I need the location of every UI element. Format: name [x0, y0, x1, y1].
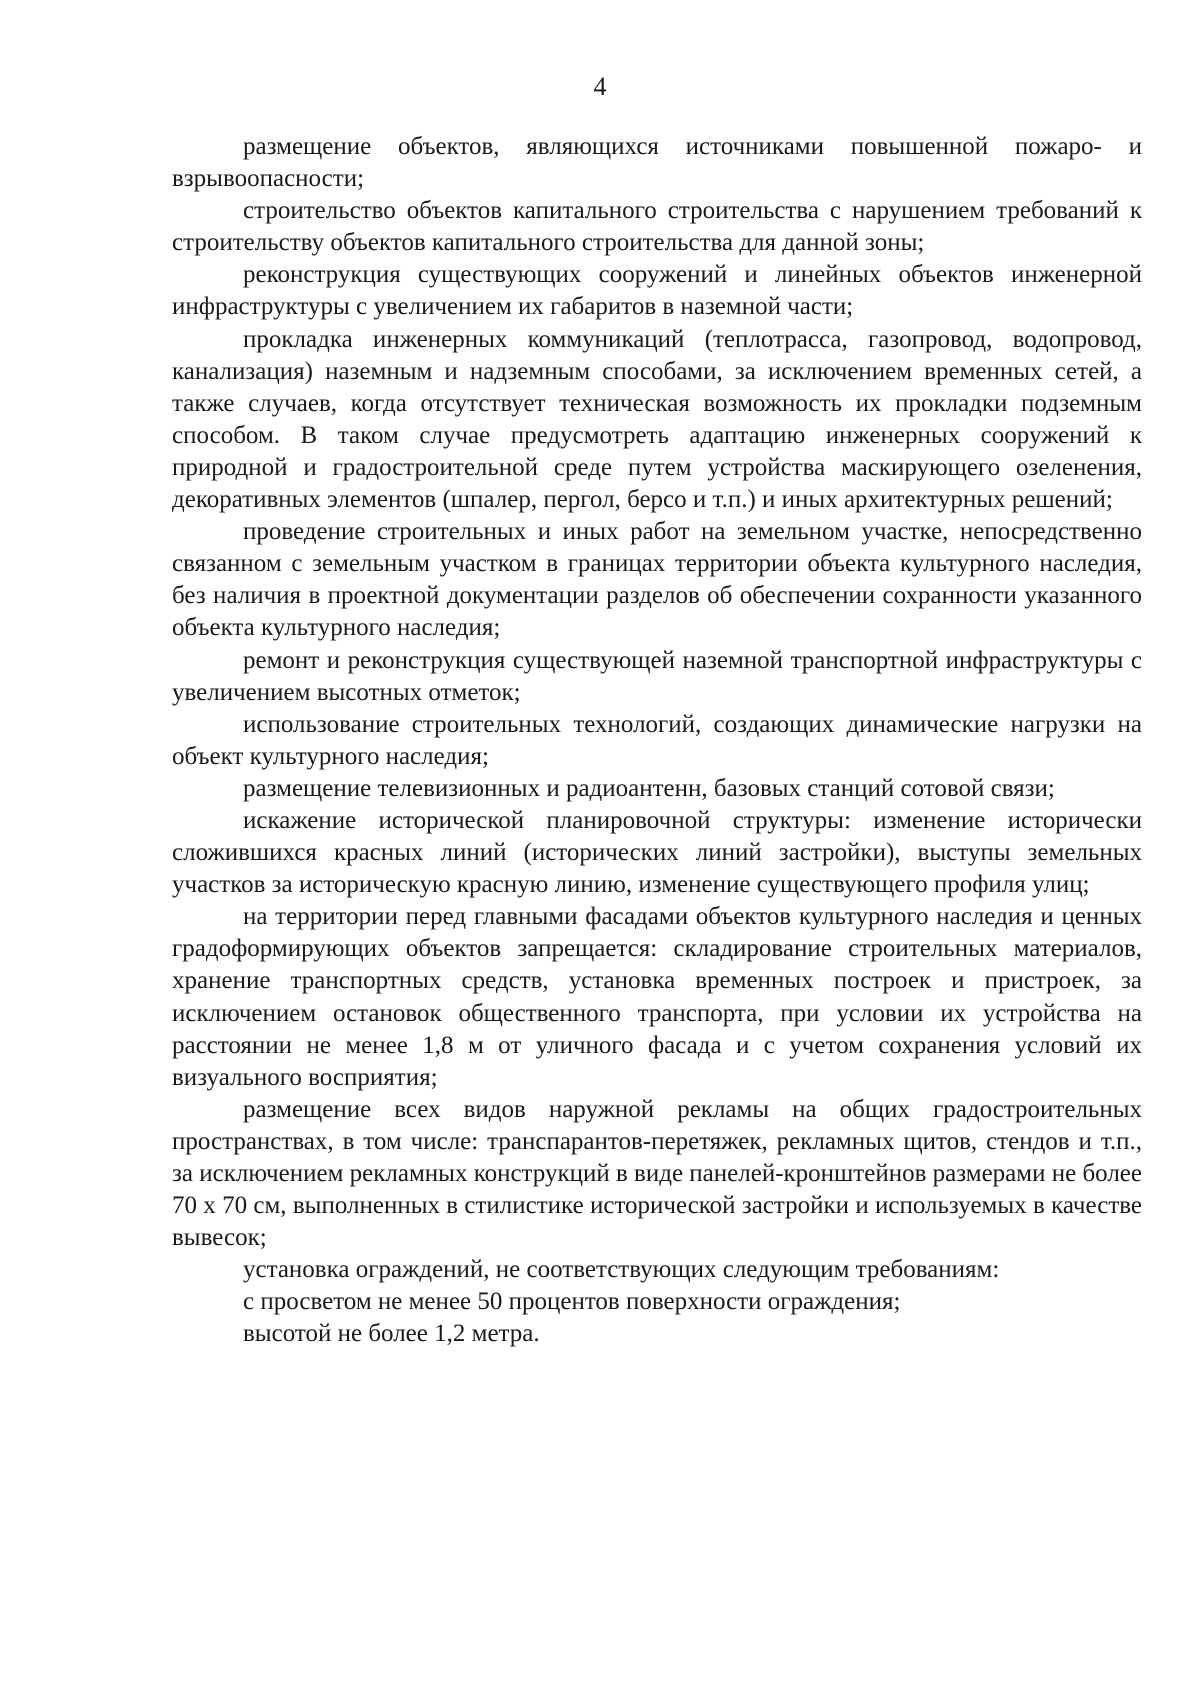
- paragraph-capital-construction: строительство объектов капитального строительства с нарушением требований к строительству объектов капитального строительства для данной зоны;: [172, 197, 1142, 257]
- paragraph-construction-works: проведение строительных и иных работ на земельном участке, непосредственно связанном с земельным участком в границах территории объекта культурного наследия, без наличия в проектной документации разделов об обеспечении сохранности указанного объекта культурного наследия;: [172, 518, 1142, 642]
- paragraph-main-facades: на территории перед главными фасадами объектов культурного наследия и ценных градоформирующих объектов запрещается: складирование строительных материалов, хранение транспортных средств, установка временных построек и пристроек, за исключением остановок общественного транспорта, при условии их устройства на расстоянии не менее 1,8 м от уличного фасада и с учетом сохранения условий их визуального восприятия;: [172, 903, 1142, 1091]
- paragraph-dynamic-loads: использование строительных технологий, создающих динамические нагрузки на объект культурного наследия;: [172, 710, 1142, 770]
- paragraph-fire-hazard-objects: размещение объектов, являющихся источниками повышенной пожаро- и взрывоопасности;: [172, 133, 1142, 193]
- page-number: 4: [593, 72, 607, 101]
- paragraph-transport-infrastructure: ремонт и реконструкция существующей наземной транспортной инфраструктуры с увеличением высотных отметок;: [172, 646, 1142, 706]
- paragraph-reconstruction-infrastructure: реконструкция существующих сооружений и линейных объектов инженерной инфраструктуры с увеличением их габаритов в наземной части;: [172, 261, 1142, 321]
- paragraph-antennas: размещение телевизионных и радиоантенн, базовых станций сотовой связи;: [243, 774, 1055, 802]
- paragraph-fence-height: высотой не более 1,2 метра.: [243, 1320, 540, 1348]
- paragraph-planning-structure: искажение исторической планировочной структуры: изменение исторически сложившихся красных линий (исторических линий застройки), выступы земельных участков за историческую красную линию, изменение существующего профиля улиц;: [172, 806, 1142, 899]
- document-body: [172, 131, 1142, 1351]
- paragraph-utility-lines: прокладка инженерных коммуникаций (теплотрасса, газопровод, водопровод, канализация) наземным и надземным способами, за исключением временных сетей, а также случаев, когда отсутствует техническая возможность их прокладки подземным способом. В таком случае предусмотреть адаптацию инженерных сооружений к природной и градостроительной среде путем устройства маскирующего озеленения, декоративных элементов (шпалер, пергол, берсо и т.п.) и иных архитектурных решений;: [172, 325, 1142, 514]
- paragraph-fence-clearance: с просветом не менее 50 процентов поверхности ограждения;: [243, 1288, 901, 1316]
- paragraph-outdoor-advertising: размещение всех видов наружной рекламы на общих градостроительных пространствах, в том числе: транспарантов-перетяжек, рекламных щитов, стендов и т.п., за исключением рекламных конструкций в виде панелей-кронштейнов размерами не более 70 х 70 см, выполненных в стилистике исторической застройки и используемых в качестве вывесок;: [172, 1095, 1142, 1252]
- paragraph-fences: установка ограждений, не соответствующих следующим требованиям:: [243, 1256, 1000, 1284]
